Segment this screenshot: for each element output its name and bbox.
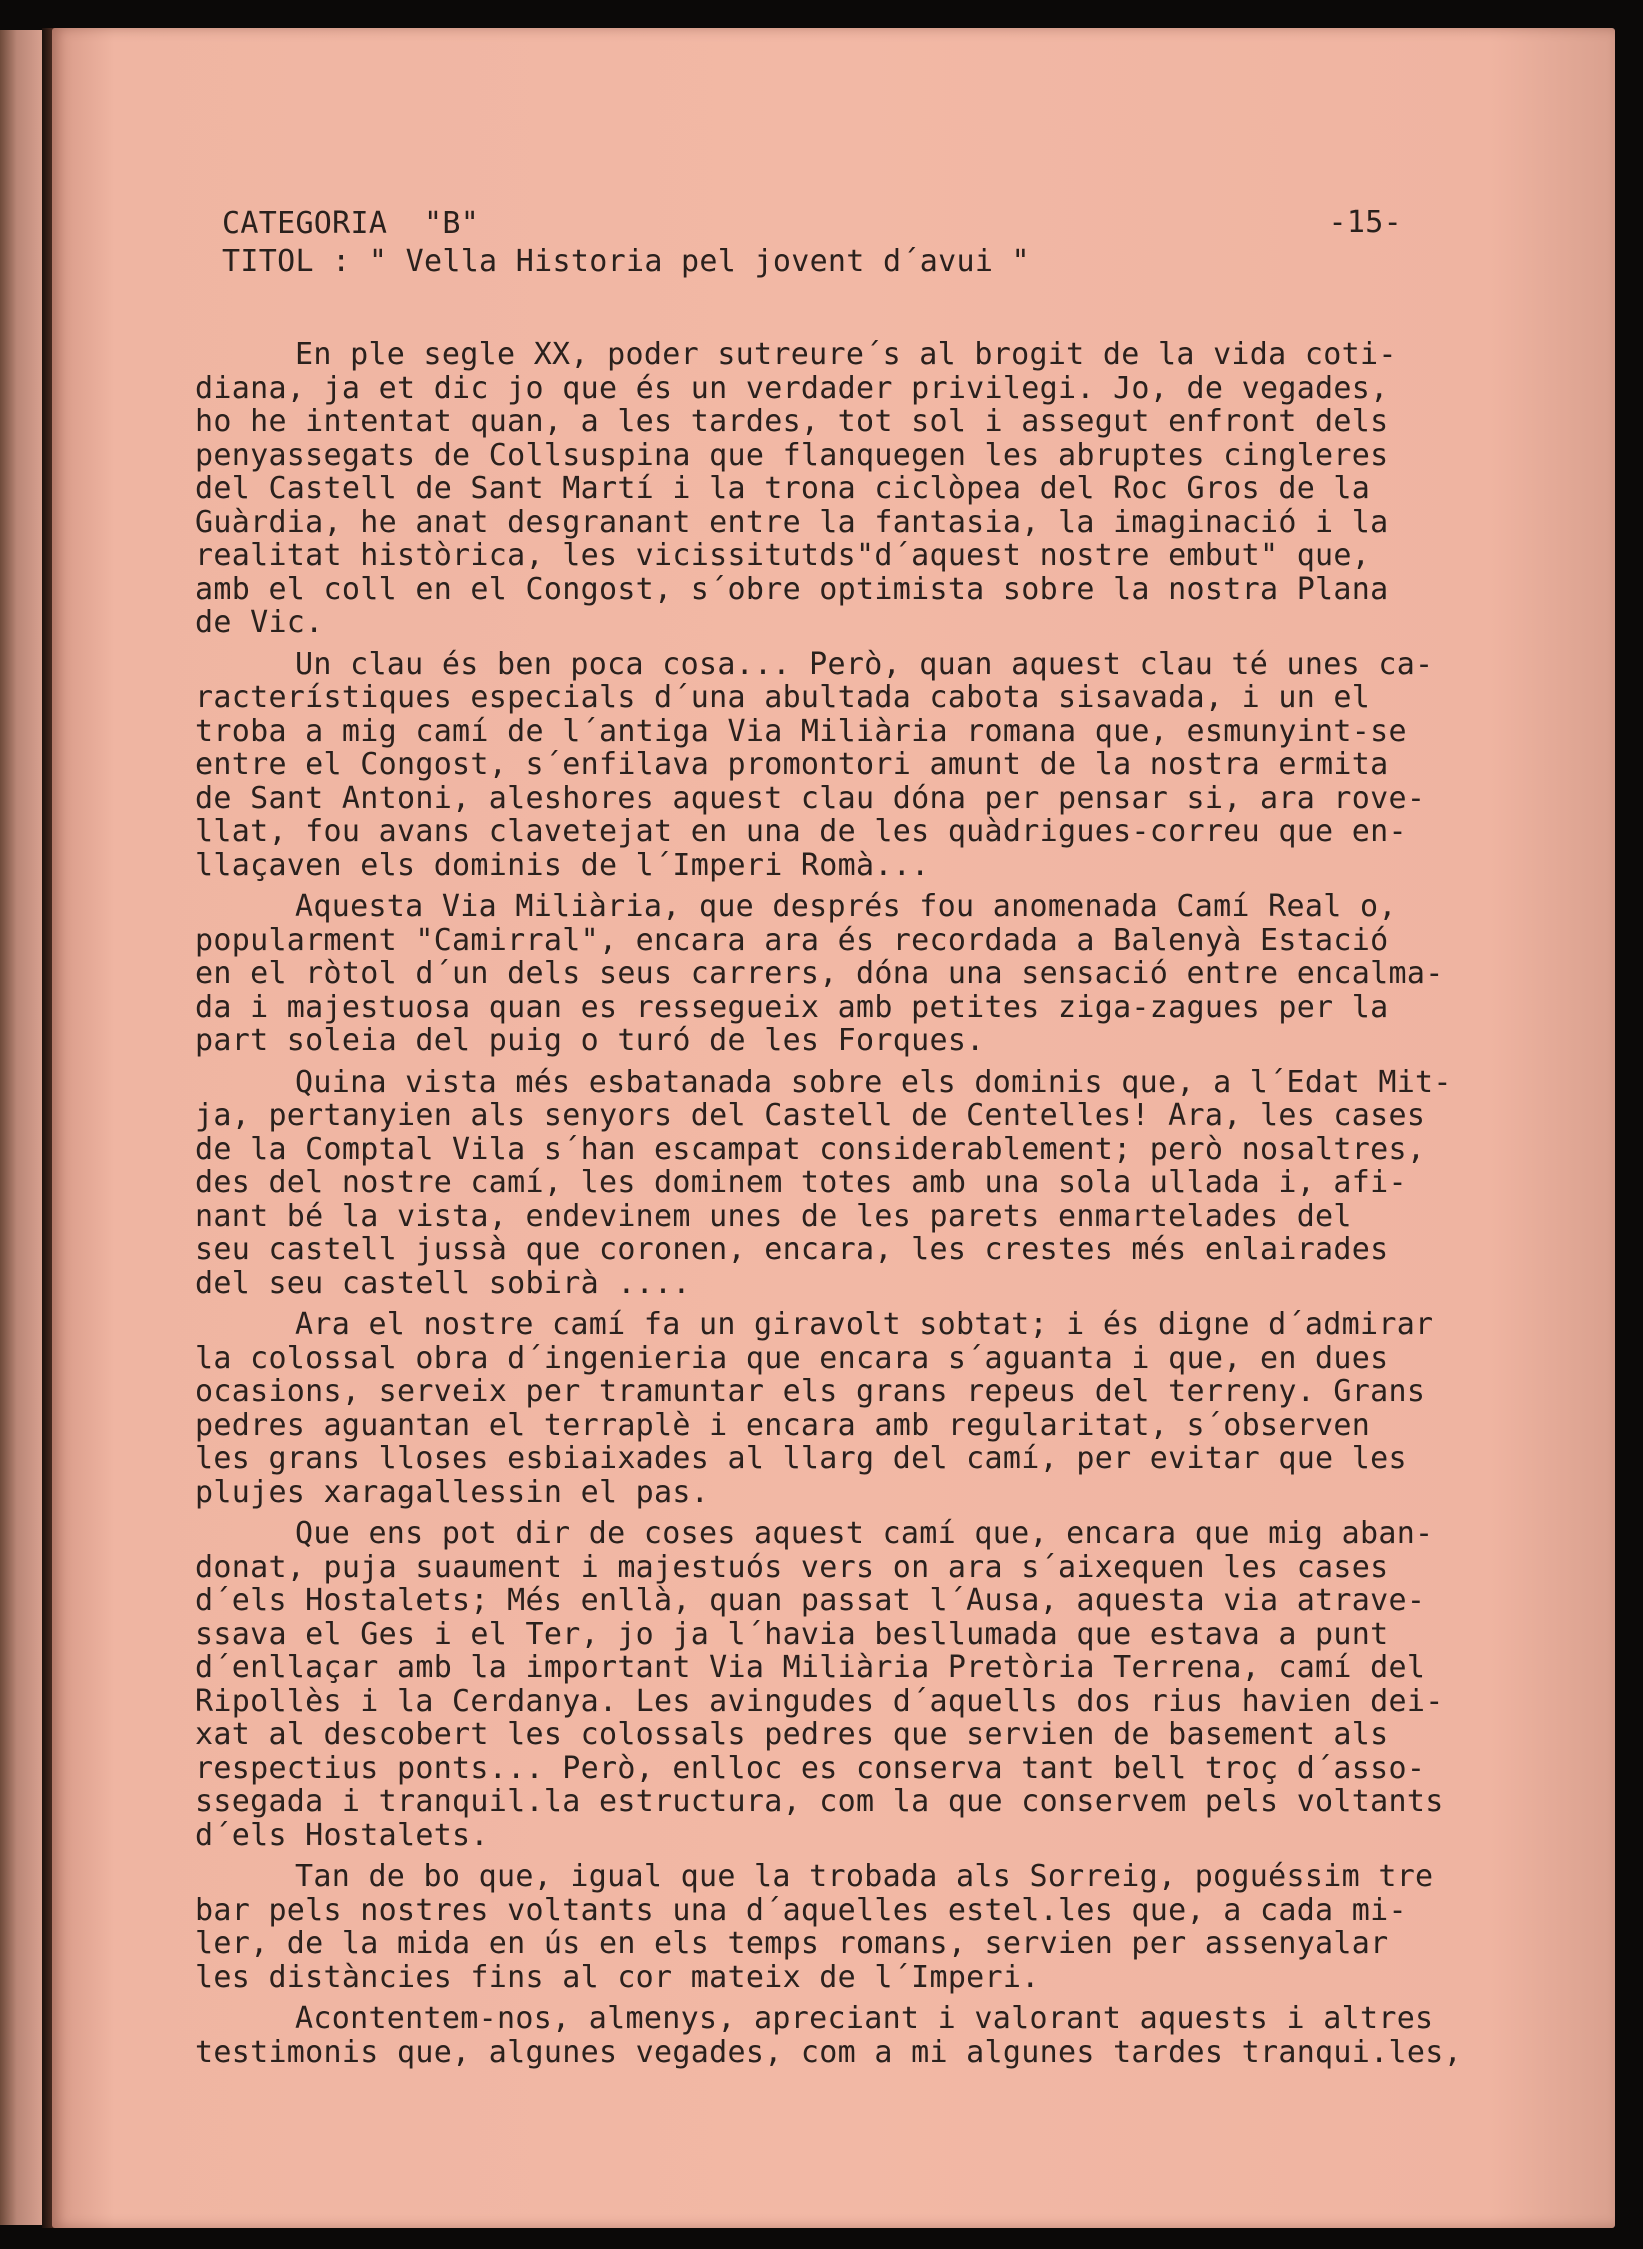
text-line: troba a mig camí de l´antiga Via Miliària romana que, esmunyint-se: [195, 713, 1407, 749]
text-line: penyassegats de Collsuspina que flanquegen les abruptes cingleres: [195, 437, 1389, 473]
text-line: part soleia del puig o turó de les Forques.: [195, 1023, 985, 1058]
text-line: xat al descobert les colossals pedres que servien de basement als: [195, 1717, 1389, 1752]
text-line: del seu castell sobirà ....: [195, 1265, 691, 1301]
text-line: Un clau és ben poca cosa... Però, quan aquest clau té unes ca-: [295, 646, 1434, 682]
text-line: ja, pertanyien als senyors del Castell de Centelles! Ara, les cases: [195, 1098, 1426, 1133]
article-body: [195, 338, 1560, 2077]
text-line: del Castell de Sant Martí i la trona ciclòpea del Roc Gros de la: [195, 471, 1371, 506]
text-line: d´els Hostalets; Més enllà, quan passat l´Ausa, aquesta via atrave-: [195, 1583, 1426, 1618]
text-line: de Vic.: [195, 605, 324, 640]
text-line: Tan de bo que, igual que la trobada als Sorreig, poguéssim tre: [295, 1859, 1434, 1894]
category-label: CATEGORIA "B": [222, 206, 480, 241]
text-line: pedres aguantan el terraplè i encara amb regularitat, s´observen: [195, 1407, 1371, 1443]
text-line: Ripollès i la Cerdanya. Les avingudes d´aquells dos rius havien dei-: [195, 1683, 1444, 1719]
text-line: testimonis que, algunes vegades, com a mi algunes tardes tranqui.les,: [195, 2034, 1462, 2070]
text-line: Aquesta Via Miliària, que després fou anomenada Camí Real o,: [295, 889, 1397, 924]
text-line: ho he intentat quan, a les tardes, tot sol i assegut enfront dels: [195, 404, 1389, 439]
text-line: da i majestuosa quan es ressegueix amb petites ziga-zagues per la: [195, 989, 1389, 1025]
page-header: [222, 205, 1402, 281]
text-line: ssegada i tranquil.la estructura, com la que conservem pels voltants: [195, 1784, 1444, 1819]
text-line: en el ròtol d´un dels seus carrers, dóna una sensació entre encalma-: [195, 956, 1444, 991]
document-title: TITOL : " Vella Historia pel jovent d´avui ": [222, 244, 1030, 279]
text-line: En ple segle XX, poder sutreure´s al brogit de la vida coti-: [295, 337, 1397, 372]
paragraph: [195, 890, 1560, 1058]
text-line: racterístiques especials d´una abultada cabota sisavada, i un el: [195, 680, 1371, 715]
paragraph: [195, 2002, 1560, 2069]
text-line: les grans lloses esbiaixades al llarg del camí, per evitar que les: [195, 1441, 1407, 1476]
text-line: Acontentem-nos, almenys, apreciant i valorant aquests i altres: [295, 2001, 1434, 2036]
text-line: Quina vista més esbatanada sobre els dominis que, a l´Edat Mit-: [295, 1064, 1452, 1100]
text-line: la colossal obra d´ingenieria que encara s´aguanta i que, en dues: [195, 1340, 1389, 1376]
text-line: diana, ja et dic jo que és un verdader privilegi. Jo, de vegades,: [195, 370, 1389, 406]
text-line: des del nostre camí, les dominem totes amb una sola ullada i, afi-: [195, 1165, 1407, 1200]
text-line: llat, fou avans clavetejat en una de les quàdrigues-correu que en-: [195, 814, 1407, 849]
paragraph: [195, 1308, 1560, 1509]
text-line: les distàncies fins al cor mateix de l´Imperi.: [195, 1959, 1040, 1995]
previous-page-edge: [0, 30, 42, 2225]
paragraph: [195, 1860, 1560, 1994]
text-line: popularment "Camirral", encara ara és recordada a Balenyà Estació: [195, 922, 1389, 958]
text-line: nant bé la vista, endevinem unes de les parets enmartelades del: [195, 1198, 1352, 1234]
text-line: Que ens pot dir de coses aquest camí que, encara que mig aban-: [295, 1516, 1434, 1551]
text-line: bar pels nostres voltants una d´aquelles estel.les que, a cada mi-: [195, 1892, 1407, 1928]
paragraph: [195, 648, 1560, 883]
text-line: plujes xaragallessin el pas.: [195, 1474, 710, 1510]
text-line: entre el Congost, s´enfilava promontori amunt de la nostra ermita: [195, 747, 1389, 782]
paragraph: [195, 338, 1560, 640]
text-line: ler, de la mida en ús en els temps romans, servien per assenyalar: [195, 1926, 1389, 1961]
text-line: d´enllaçar amb la important Via Miliària Pretòria Terrena, camí del: [195, 1650, 1426, 1685]
text-line: ocasions, serveix per tramuntar els grans repeus del terreny. Grans: [195, 1374, 1426, 1409]
page-number: -15-: [1328, 205, 1402, 240]
text-line: Guàrdia, he anat desgranant entre la fantasia, la imaginació i la: [195, 504, 1389, 540]
text-line: de la Comptal Vila s´han escampat considerablement; però nosaltres,: [195, 1131, 1426, 1167]
text-line: donat, puja suaument i majestuós vers on ara s´aixequen les cases: [195, 1549, 1389, 1585]
text-line: de Sant Antoni, aleshores aquest clau dóna per pensar si, ara rove-: [195, 780, 1426, 816]
text-line: seu castell jussà que coronen, encara, les crestes més enlairades: [195, 1232, 1389, 1267]
text-line: respectius ponts... Però, enlloc es conserva tant bell troç d´asso-: [195, 1750, 1426, 1786]
text-line: amb el coll en el Congost, s´obre optimista sobre la nostra Plana: [195, 571, 1389, 607]
text-line: d´els Hostalets.: [195, 1817, 489, 1853]
paragraph: [195, 1066, 1560, 1301]
text-line: ssava el Ges i el Ter, jo ja l´havia besllumada que estava a punt: [195, 1616, 1389, 1652]
paragraph: [195, 1517, 1560, 1852]
text-line: Ara el nostre camí fa un giravolt sobtat; i és digne d´admirar: [295, 1307, 1434, 1342]
text-line: llaçaven els dominis de l´Imperi Romà...: [195, 847, 930, 883]
text-line: realitat històrica, les vicissitutds"d´aquest nostre embut" que,: [195, 538, 1371, 573]
